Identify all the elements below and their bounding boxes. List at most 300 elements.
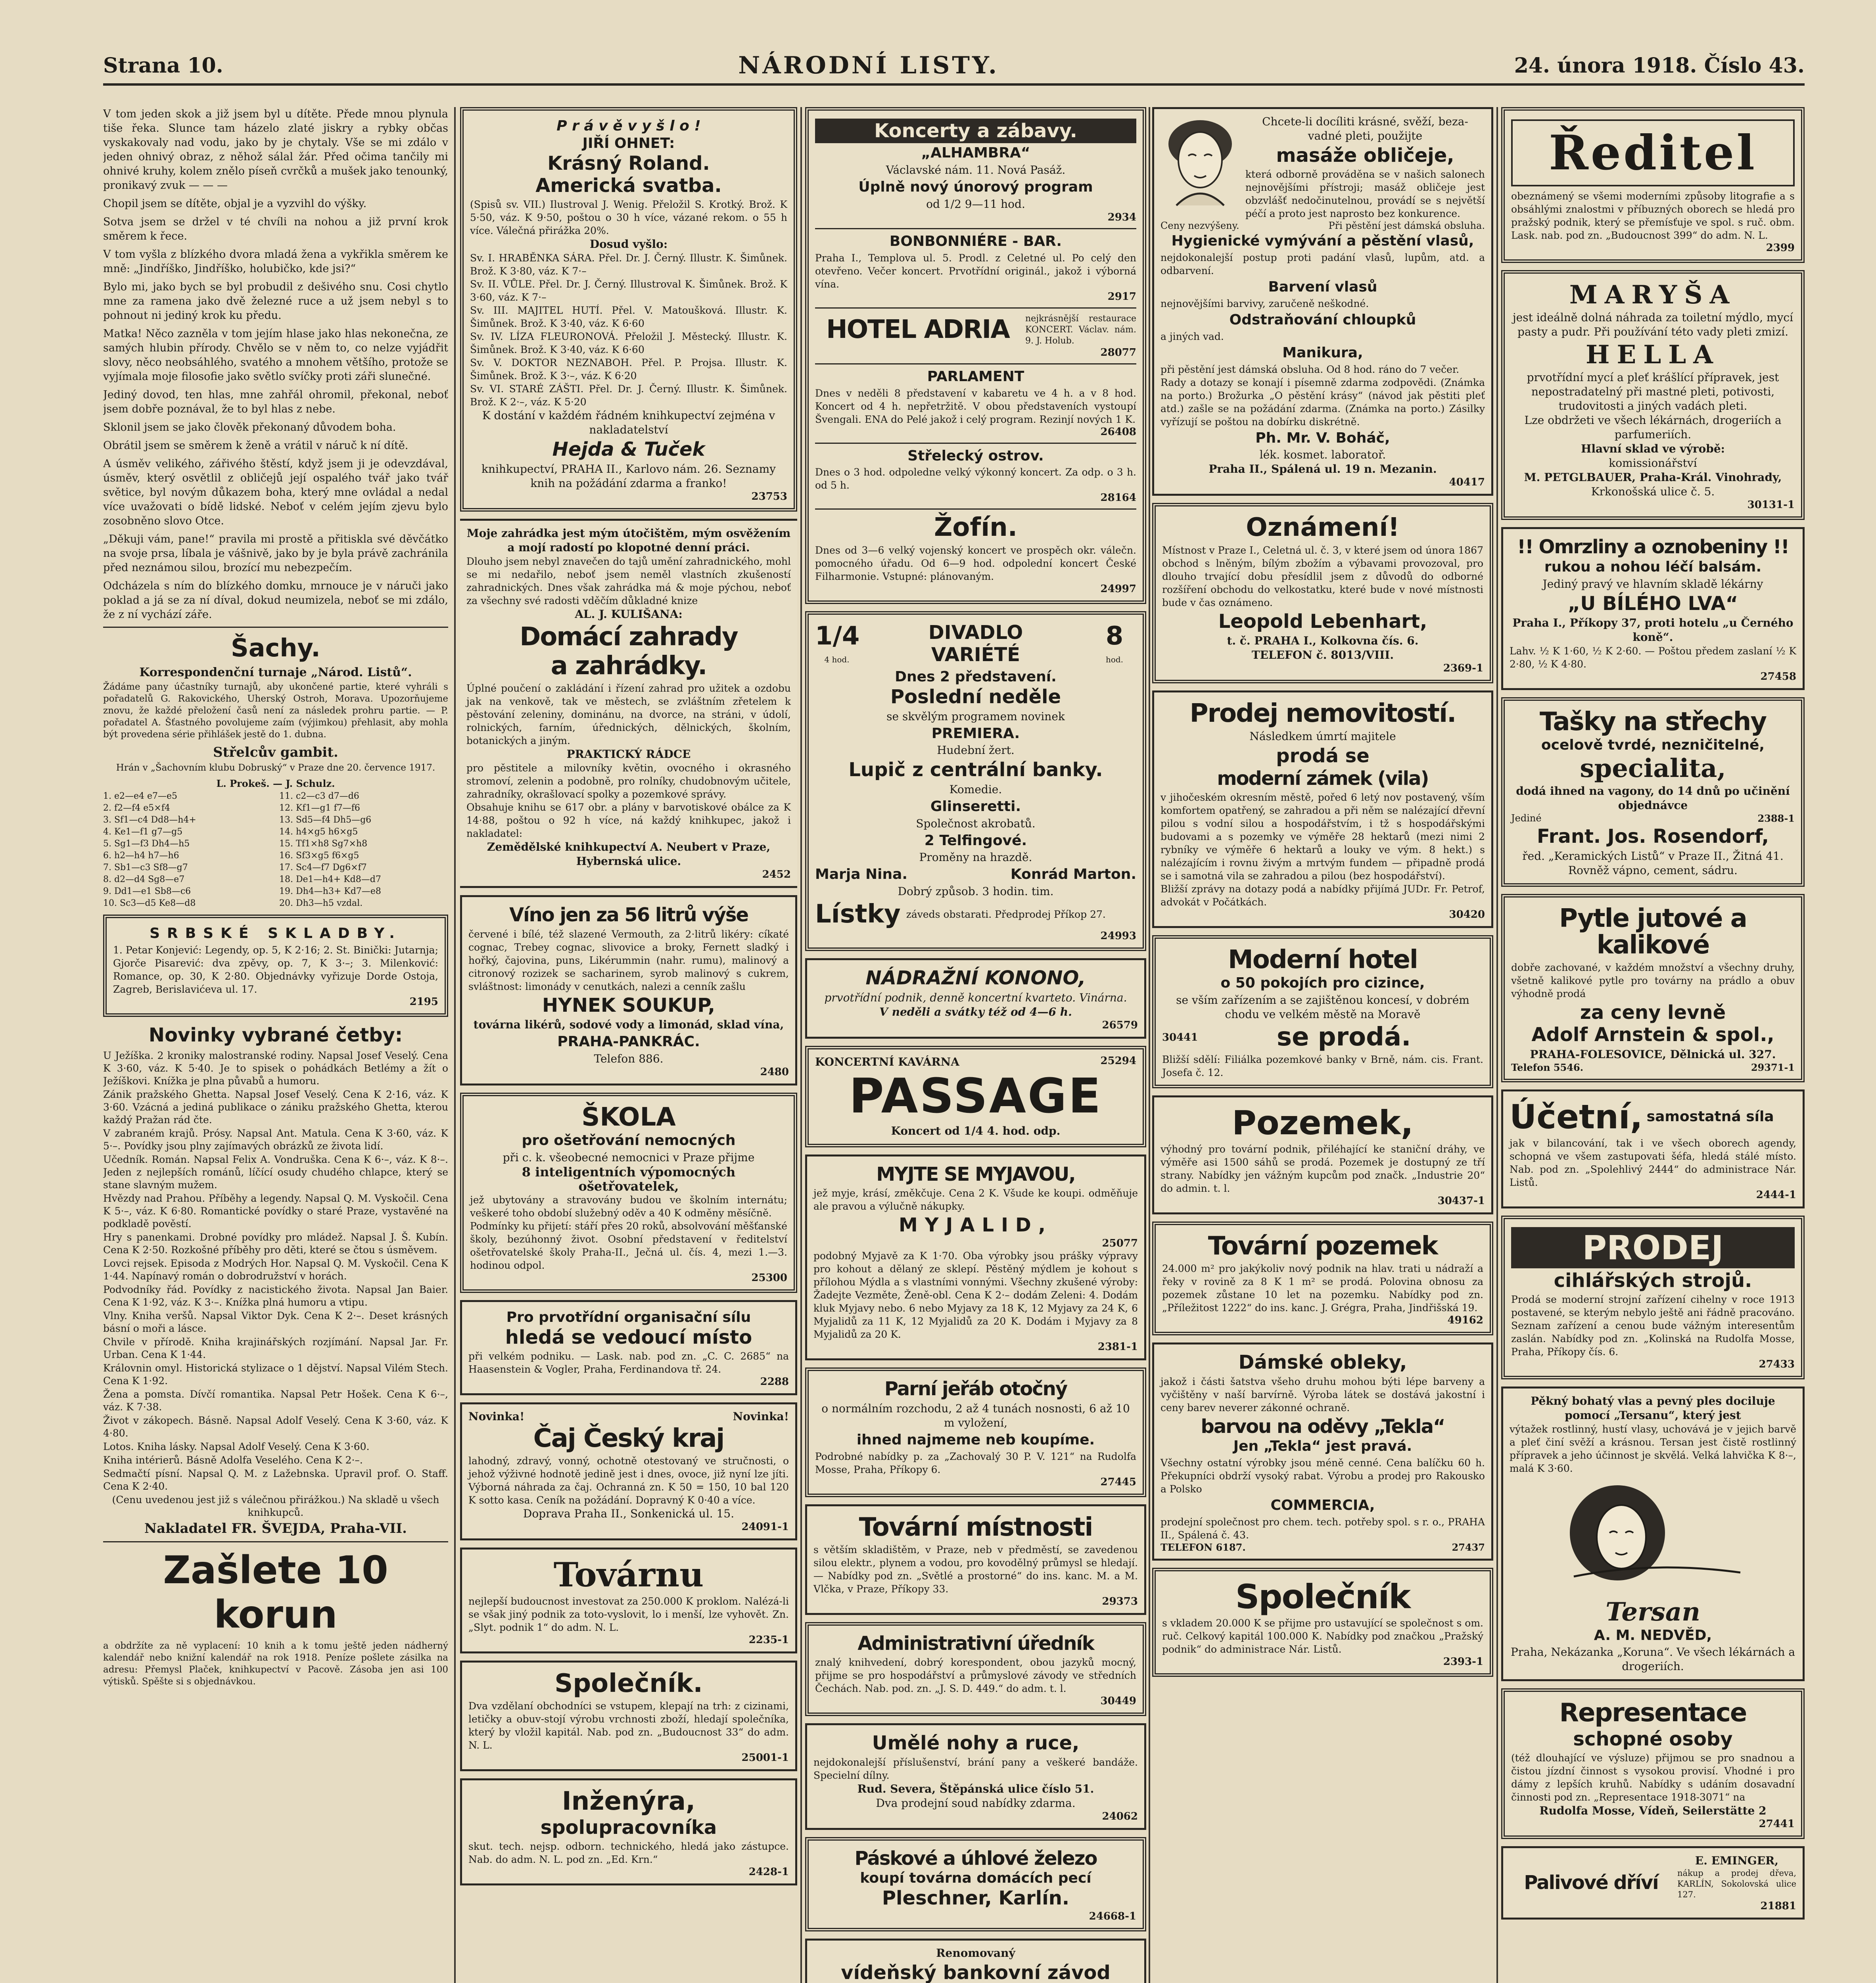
- ad-text: která odborně prováděna se v našich salonech nejnovějšími přístroji; masáž obličeje jest obzvlášť nedočinutelnou, provádí se s největší péčí a proto jest naprosto bez konkurence.: [1245, 169, 1485, 220]
- chess-move: 7. Sb1—c3 Sf8—g7: [103, 863, 188, 873]
- column-rule: [800, 107, 802, 1983]
- ad-text: Podrobné nabídky p. za „Zachovalý 30 P. V. 121“ na Rudolfa Mosse, Praha, Příkopy 6.: [815, 1450, 1136, 1475]
- ad-text: koupí továrna domácích pecí: [860, 1870, 1091, 1887]
- venue-address: Václavské nám. 11. Nová Pasáž.: [886, 163, 1066, 177]
- ad-headline: Tašky na střechy: [1539, 707, 1767, 736]
- ad-number: 23753: [751, 490, 787, 502]
- story: [103, 107, 448, 622]
- ad-headline: DIVADLO: [928, 621, 1023, 644]
- book-item: Královnin omyl. Historická stylizace o 1 dějství. Napsal Vilém Stech. Cena K 1·92.: [103, 1362, 448, 1387]
- ad-text: Lze obdržeti ve všech lékárnách, drogeriích a parfumeriích.: [1524, 414, 1782, 441]
- ad-address: Praha I., Příkopy 37, proti hotelu „u Černého koně“.: [1512, 616, 1794, 644]
- chess-moves: [103, 791, 448, 909]
- ad-headline: prodá se: [1276, 745, 1370, 767]
- column-2: [460, 107, 797, 1983]
- book-volume: Sv. V. DOKTOR NEZNABOH. Přel. P. Projsa. Illustr. K. Šimůnek. Brož. K 3·–, váz. K 6·20: [470, 357, 787, 382]
- ad-kicker: Moje zahrádka jest mým útočištěm, mým osvěžením a mojí radostí po klopotné denní práci.: [466, 526, 791, 554]
- ad-headline: Továrnu: [553, 1555, 704, 1595]
- time-number: 1/4: [815, 621, 860, 651]
- ad-partner-wanted: [1152, 1568, 1493, 1677]
- book-volume: Sv. III. MAJITEL HUTÍ. Přel. V. Matoušková. Illustr. K. Šimůnek. Brož. K 3·40, váz. K 6·60: [470, 305, 787, 330]
- book-item: Lotos. Kniha lásky. Napsal Adolf Veselý. Cena K 3·60.: [103, 1440, 370, 1452]
- ad-headline: vídeňský bankovní závod: [841, 1962, 1111, 1983]
- time-number: 8: [1105, 621, 1124, 651]
- ad-headline: Dámské obleky,: [1238, 1351, 1407, 1374]
- ad-number: 25001-1: [741, 1752, 789, 1764]
- chess-move: 8. d2—d4 Sg8—e7: [103, 875, 185, 884]
- ad-representatives: [1501, 1688, 1805, 1839]
- ad-number: 21881: [1760, 1900, 1796, 1912]
- ad-text: Koncert od 1/4 4. hod. odp.: [891, 1124, 1061, 1137]
- ad-text: v jihočeském okresním městě, pořed 6 letý nov postavený, vším komfortem opatřený, se zahradou a při něm se nalézající dřevní pilou s vodní silou a hospodářstvím, i tž s hospodářskými budovami a s pozemky ve výměře 28 hektarů (mezi nimi 2 rybníky ve výměře 6 hektarů a louky ve vým. 8 hekt.) s nalézajícím i rovnu živým a mrtvým fundem — připadně prodá se i samotná vila se zahradou a pilou (bez hospodářství).: [1161, 791, 1485, 882]
- woman-portrait-illustration: [1161, 116, 1240, 207]
- ad-face-massage: [1152, 107, 1493, 496]
- ad-headline: Účetní,: [1510, 1097, 1643, 1136]
- ad-kicker: Chcete-li docíliti krásné, svěží, beza-vadné pleti, použijte: [1262, 115, 1468, 142]
- ad-headline: Oznámení!: [1246, 513, 1400, 543]
- ad-text: Podmínky ku přijetí: stáří přes 20 roků, absolvování měšťanské školy, bezúhonný život. Osobní představení v ředitelství ošetřovatelské školy Praha-II., Ječná ul. čís. 4, mezi 1.—3. hodinou odpol.: [470, 1220, 787, 1271]
- ad-brick-machines: [1501, 1216, 1805, 1380]
- ad-subhead: samostatná síla: [1646, 1108, 1774, 1125]
- ad-firm: Zemědělské knihkupectví A. Neubert v Praze, Hybernská ulice.: [487, 840, 771, 868]
- ad-author: AL. J. KULIŠANA:: [575, 607, 683, 621]
- book-item: Chvile v přírodě. Kniha krajinářských rozjímání. Napsal Jar. Fr. Urban. Cena K 1·44.: [103, 1336, 448, 1360]
- chess-move: 12. Kf1—g1 f7—f6: [279, 803, 360, 813]
- chess-move: 17. Sc4—f7 Dg6×f7: [279, 863, 367, 873]
- ad-frostbite: [1501, 527, 1805, 690]
- variete-line: se skvělým programem novinek: [886, 710, 1065, 723]
- ad-text: jež myje, krásí, změkčuje. Cena 2 K. Všude ke koupi. odměňuje ale pravou a výlučně nákupky.: [813, 1187, 1138, 1212]
- chess-move: 9. Dd1—e1 Sb8—c6: [103, 886, 191, 896]
- ad-headline: Společník: [1235, 1577, 1410, 1616]
- ad-firm: Frant. Jos. Rosendorf,: [1537, 825, 1769, 848]
- performer: Marja Nina.: [815, 866, 908, 883]
- ad-number: 2917: [1107, 290, 1136, 303]
- ad-firm: M. PETGLBAUER, Praha-Král. Vinohrady,: [1524, 471, 1782, 484]
- variete-head: [815, 620, 1136, 667]
- headline-frame: [1511, 119, 1795, 186]
- chess-move: 3. Sf1—c4 Dd8—h4+: [103, 815, 196, 825]
- ad-text: dobře zachované, v každém množství a všechny druhy, všetně kalikové pytle pro továrny na prádlo a obuv výhodně prodá: [1511, 961, 1795, 999]
- column-1: [103, 107, 448, 1983]
- ad-text: nejlepší budoucnost investovat za 250.000 K proklom. Nalézá-li se však jiný podnik za toto-vyslovit, lo i menší, lze vyhovět. Zn. „Slyt. podnik 1“ do adm. N. L.: [468, 1596, 789, 1634]
- ad-prosthetics: [805, 1723, 1146, 1830]
- ad-text: Dva prodejní soud nabídky zdarma.: [876, 1796, 1076, 1810]
- ad-headline: Prodej nemovitostí.: [1189, 698, 1456, 728]
- chess-move: 13. Sd5—f4 Dh5—g6: [279, 815, 372, 825]
- ad-text: prvotřídní podnik, denně koncertní kvarteto. Vinárna.: [824, 991, 1127, 1004]
- venue-strelecky: Střelecký ostrov.: [907, 447, 1044, 464]
- service-title: Barvení vlasů: [1268, 279, 1377, 295]
- venue-name: HOTEL ADRIA: [826, 315, 1009, 345]
- ad-text: obeznámený se všemi moderními způsoby litografie a s obsáhlými znalostmi v příbuzných oborech se hledá pro pražský podnik, který se přemísťuje ve spol. s ruč. obm. Lask. nab. pod zn. „Budoucnost 399“ do adm. N. L.: [1511, 190, 1795, 241]
- variete-note: Proměny na hrazdě.: [919, 851, 1032, 864]
- ad-headline: Tovární místnosti: [859, 1512, 1093, 1542]
- ad-number: 29373: [1102, 1595, 1138, 1607]
- ad-address: Praha, Nekázanka „Koruna“. Ve všech lékárnách a drogeriích.: [1510, 1645, 1795, 1673]
- ad-director: [1501, 107, 1805, 263]
- story-paragraph: Jediný dovod, ten hlas, mne zahřál ohromil, překonal, neboť jsem dobře poznával, že to byl hlas z nebe.: [103, 389, 448, 415]
- ad-firm: HYNEK SOUKUP,: [542, 994, 715, 1016]
- chess-move: 14. h4×g5 h6×g5: [279, 827, 358, 837]
- ad-subhead: Jen „Tekla“ jest pravá.: [1233, 1438, 1412, 1455]
- divider: [815, 363, 1136, 364]
- ad-kicker: P r á v ě v y š l o !: [556, 118, 701, 134]
- ad-text: nákup a prodej dřeva, KARLÍN, Sokolovská ulice 127.: [1677, 1868, 1796, 1899]
- ad-headline: PRODEJ: [1511, 1227, 1795, 1268]
- divider: [815, 307, 1136, 309]
- book-item: Hvězdy nad Prahou. Příběhy a legendy. Napsal Q. M. Vyskočil. Cena K 5·–, váz. K 6·80. Romantické povídky o staré Praze, vystavěné na podkladě pověstí.: [103, 1192, 448, 1229]
- hotel-sale: [1162, 1022, 1483, 1053]
- variete-item: Lupič z centrální banky.: [848, 759, 1103, 781]
- ad-number: 27437: [1452, 1541, 1485, 1553]
- ad-number: 2393-1: [1443, 1656, 1483, 1668]
- ad-headline: a zahrádky.: [551, 651, 707, 681]
- service-text: a jiných vad.: [1161, 330, 1224, 342]
- ad-number: 40417: [1449, 476, 1485, 489]
- ad-variete: [805, 611, 1146, 951]
- chess-players: L. Prokeš. — J. Schulz.: [216, 778, 335, 789]
- ad-kicker: Renomovaný: [936, 1947, 1015, 1960]
- venue-text: Dnes o 3 hod. odpoledne velký výkonný koncert. Za odp. o 3 h. od 5 h.: [815, 466, 1136, 491]
- ad-gardens: [460, 519, 797, 888]
- ad-text: dodá ihned na vagony, do 14 dnů po učinění objednávce: [1516, 784, 1790, 812]
- ad-city: PRAHA-PANKRÁC.: [557, 1033, 700, 1050]
- ad-text: lék. kosmet. laboratoř.: [1259, 448, 1386, 462]
- service-text: nejnovějšími barvivy, zaručeně neškodné.: [1161, 297, 1369, 309]
- ad-text: (též dlouhající ve výsluze) přijmou se pro snadnou a čistou jízdní činnost s vysokou provisí. Vhodné i pro dámy z lepších kruhů. Nabídky s udáním dosavadní činnosti pod zn. „Representace 1918-3071“ na: [1511, 1752, 1795, 1803]
- ad-wine: [460, 895, 797, 1085]
- ad-headline: Společník.: [554, 1669, 703, 1699]
- story-paragraph: Bylo mi, jako bych se byl probudil z dešivého snu. Cosi chytlo mne za ramena jako dvě železné ruce a už jsem nebyl s to pohnout ni jediný krok ku předu.: [103, 281, 448, 322]
- issue-date: 24. února 1918. Číslo 43.: [1514, 53, 1805, 78]
- ad-firm: Pleschner, Karlín.: [882, 1887, 1070, 1909]
- chess-move: 20. Dh3—h5 vzdal.: [279, 898, 363, 908]
- books-section: [103, 1024, 448, 1536]
- story-paragraph: Odcházela s ním do blízkého domku, mrnouce je v náruči jako poklad a já se za ní díval, dokud neumizela, neboť se mi zdálo, že z ní vychází záře.: [103, 580, 448, 621]
- ad-number: 2381-1: [1097, 1341, 1138, 1353]
- ad-tekla-dye: [1152, 1342, 1493, 1560]
- ad-phone: TELEFON č. 8013/VIII.: [1251, 648, 1394, 662]
- ad-text: Místnost v Praze I., Celetná ul. č. 3, v které jsem od února 1867 obchod s lněným, bílým zbožím a výbavami provozoval, pro dlouho trvající dobu přesídlil jsem z důvodů do odborné rozšíření obchodu do velkostatku, které bude v nové místnosti bude v čas oznámeno.: [1162, 544, 1483, 608]
- story-paragraph: A úsměv velikého, zářivého štěstí, když jsem ji je odevzdával, úsměv, který osvětlil z obličejů její ospalého tvář jako tvář světice, byl novým důkazem boha, který mne ovládal a nedal více uvažovati o bídě lidské. Neboť v celém jejím zjevu bylo zosobněno slovo Otce.: [103, 458, 448, 527]
- venue-zofin: Žofín.: [934, 513, 1018, 543]
- ad-subhead: rukou a nohou léčí balsám.: [1544, 558, 1762, 575]
- ad-firm: Adolf Arnstein & spol.,: [1531, 1024, 1774, 1046]
- ad-text: Prodá se moderní strojní zařízení cihelny v roce 1913 postavené, se kterým nebylo ještě ani řádně pracováno. Seznam zařízení a cenou bude vážným interesentům zaslán. Nabídky pod zn. „Kolinská na Rudolfa Mosse, Praha, Příkopy čís. 6.: [1511, 1294, 1795, 1358]
- ad-phone: Telefon 5546.: [1511, 1061, 1584, 1073]
- story-paragraph: Obrátil jsem se směrem k ženě a vrátil v náruč k ní dítě.: [103, 439, 409, 452]
- variete-item: 2 Telfingové.: [924, 832, 1027, 849]
- venue-text: Dnes od 3—6 velký vojenský koncert ve prospěch okr. válečn. pomocného úřadu. Od 6—9 hod. odpolední koncert České Filharmonie. Vstupné: plánovaným.: [815, 544, 1136, 582]
- column-5: [1501, 107, 1805, 1983]
- column-4: [1152, 107, 1493, 1983]
- ad-text: a obdržíte za ně vyplacení: 10 knih a k tomu ještě jeden nádherný kalendář nebo knižní kalendář na rok 1918. Peníze pošlete zásilka na adresu: Přemysl Plaček, knihkupectví v Pacově. Zásoba jen asi 100 výtisků. Spěšte si s objednávkou.: [103, 1640, 448, 1687]
- ad-subhead: PRAKTICKÝ RÁDCE: [566, 748, 691, 761]
- ad-text: Rady a dotazy se konají i písemně zdarma zodpovědi. (Známka na porto.) Brožurka „O pěstění krásy“ (návod jak pěstiti pleť atd.) zašle se na požádání zdarma. (Známka na porto.) Zásilky vyřízují se poštou na dobírku diskrétně.: [1161, 376, 1485, 428]
- ad-text: podobný Myjavě za K 1·70. Oba výrobky jsou prášky výpravy pro kohout a dělaný ze sklepí. Pěstěný mýdlem je kohout s přílohou Mýdla a s vlastními vonnými. Všechny zkušené výroby: Žadejte Vezměte, Ženě-obl. Cena K 2·– dodám Zeleni: 4. Dodám kluk Myjavy nebo. 6 nebo Myjavy za 18 K, 12 Myjavy za 24 K, 6 Myjalidů za 11 K, 12 Myjalidů za 20 K. Dodám i Myjavy za 8 Myjalidů za 20 K.: [813, 1250, 1138, 1341]
- ad-text: prvotřídní mycí a pleť krášlící přípravek, jest nepostradatelný při mastné pleti, potivosti, trudovitosti a jiných vadách pleti.: [1527, 371, 1779, 413]
- story-paragraph: Sotva jsem se držel v té chvíli na nohou a již první krok směrem k řece.: [103, 216, 448, 242]
- chess-intro: Žádáme pany účastníky turnajů, aby ukončené partie, které vyhráli s pořadatelů G. Rakovického, Uherský Ostroh, Morava. Upozorňujeme znovu, že každé přeložení časů není za následek prohru partie. — P. pořadatel A. Šťastného povolujeme zaím (výjimkou) přehlasit, aby mohla být provedena série přihlášek jestě do 1. dubna.: [103, 682, 448, 740]
- chess-move: 5. Sg1—f3 Dh4—h5: [103, 839, 190, 849]
- ad-text: 24.000 m² pro jakýkoliv nový podnik na hlav. trati u nádraží a řeky v rovině za 8 K 1 m² se prodá. Polovina obnosu za pozemek zůstane 10 let na pozemku. Nabídky pod zn. „Příležitost 1222“ do ins. kanc. J. Grégra, Praha, Jindřišská 19.: [1162, 1263, 1483, 1314]
- ad-headline: Zašlete 10 korun: [163, 1548, 388, 1637]
- ad-factory-wanted: [460, 1548, 797, 1653]
- ad-text: skut. tech. nejsp. odborn. technického, hledá jako zástupce. Nab. do adm. N. L. pod zn. „Ed. Krn.“: [468, 1841, 789, 1866]
- ad-station-cafe: [805, 958, 1146, 1038]
- ad-text: 1. Petar Konjević: Legendy, op. 5, K 2·16; 2. St. Binički: Jutarnja; Gjorče Pisarević: dva zpěvy, op. 7, K 3·–; 3. Milenković: Romance, op. 30, K 2·80. Objednávky vyřizuje Dorde Ostoja, Zagreb, Berislavićeva ul. 17.: [113, 944, 438, 995]
- ad-headline: barvou na oděvy „Tekla“: [1201, 1415, 1445, 1438]
- ad-number: 29371-1: [1751, 1061, 1795, 1073]
- service-title: Manikura,: [1282, 344, 1363, 361]
- book-item: Lovci rejsek. Episoda z Modrých Hor. Napsal Q. M. Vyskočil. Cena K 1·44. Napínavý román o dobrodružství v horách.: [103, 1257, 448, 1282]
- chess-move: 18. De1—h4+ Kd8—d7: [279, 875, 381, 884]
- variete-item: Glinseretti.: [930, 798, 1021, 815]
- ad-steam-crane: [805, 1367, 1146, 1497]
- ad-iron: [805, 1837, 1146, 1932]
- ad-text: nejdokonalejší příslušenství, brání pany a veškeré bandáže. Specielní dílny.: [813, 1756, 1138, 1781]
- ad-text: ihned najmeme neb koupíme.: [856, 1431, 1095, 1448]
- ad-number: 25077: [1102, 1237, 1138, 1250]
- story-paragraph: V tom jeden skok a již jsem byl u dítěte. Přede mnou plynula tiše řeka. Slunce tam házelo zlaté jiskry a rybky občas vyskakovaly nad vodu, jako by je chytaly. Vše se mi zdálo v jeden ohnivý obraz, z něhož sálal žár. Před očima tančily mi ohnivé kruhy, kolem znělo píseň cvrčků a mušek jako tenounký, pronikavý zvuk — — —: [103, 108, 448, 192]
- chess-move: 4. Ke1—f1 g7—g5: [103, 827, 183, 837]
- ad-text: Dva vzdělaní obchodníci se vstupem, klepají na trh: z cizinami, letičky a obuv-stojí výrobu vrchnosti zboží, hledají společníka, který by vložil kapitál. Nab. pod zn. „Budoucnost 33“ do adm. N. L.: [468, 1700, 789, 1751]
- book-volume: Sv. II. VŮLE. Přel. Dr. J. Černý. Illustroval K. Šimůnek. Brož. K 3·60, váz. K 7·–: [470, 278, 787, 303]
- venue-parliament: PARLAMENT: [927, 368, 1024, 385]
- ad-text: Všechny ostatní výrobky jsou méně cenné. Cena balíčku 60 h. Překupníci obdrží vysoký rabat. Výrobu a prodej pro Rakousko a Polsko: [1161, 1457, 1485, 1495]
- ad-subhead: za ceny levně: [1580, 1001, 1726, 1024]
- ad-headline: Víno jen za 56 litrů výše: [509, 904, 748, 926]
- ad-number: 30437-1: [1437, 1195, 1485, 1207]
- ad-number: 2388-1: [1757, 813, 1795, 825]
- chess-move: 16. Sf3×g5 f6×g5: [279, 851, 359, 861]
- ad-text: pro pěstitele a milovníky květin, ovocného i okrasného stromoví, zelenin a podobně, pro rolníky, chudobnovým učitele, zahradníky, okrašlovací spolky a pozemkové správy.: [466, 762, 791, 800]
- chess-move: 2. f2—f4 e5×f4: [103, 803, 170, 813]
- ad-tea: [460, 1402, 797, 1540]
- caption: Při pěstění jest dámská obsluha.: [1328, 220, 1485, 232]
- ad-number: 26408: [1100, 426, 1136, 438]
- ad-text: jest ideálně dolná náhrada za toiletní mýdlo, mycí pasty a pudr. Při používání této vady pleti zmizí.: [1512, 311, 1794, 339]
- book-item: Hry s panenkami. Drobné povídky pro mládež. Napsal J. Š. Kubín. Cena K 2·50. Rozkošné příběhy pro děti, které se čtou s úsměvem.: [103, 1231, 448, 1256]
- chess-move: 11. c2—c3 d7—d6: [279, 791, 359, 801]
- ad-text: jak v bilancování, tak i ve všech oborech agendy, schopná ve všem zastupovati šéfa, hledá stálé místo. Nab. pod zn. „Spolehlivý 2444“ do administrace Nár. Listů.: [1510, 1137, 1796, 1188]
- service-title: Hygienické vymývání a pěstění vlasů,: [1171, 233, 1474, 249]
- venue-text: Dnes v neděli 8 představení v kabaretu ve 4 h. a v 8 hod. Koncert od 4 h. nepřetržitě. V obou představeních vystoupí Švengali. ENA do Pelé jakož i celý program. Rezinjí nových 1 K.: [815, 387, 1136, 425]
- ad-text: komissionářství: [1609, 456, 1697, 470]
- ad-tersan: [1501, 1387, 1805, 1681]
- ad-headline: Palivové dříví: [1524, 1872, 1658, 1894]
- ad-headline: MYJTE SE MYJAVOU,: [876, 1163, 1075, 1185]
- ad-firm-block: [1677, 1854, 1796, 1912]
- ad-number: 2369-1: [1443, 662, 1483, 674]
- ad-number: 25300: [751, 1271, 787, 1284]
- ad-firm: Leopold Lebenhart,: [1218, 610, 1427, 633]
- chess-title: Šachy.: [231, 633, 320, 662]
- ad-text: výtažek rostlinný, hustí vlasy, uchovává je v jejich barvě a pleť činí svěží a krásnou. Tersan jest čistě rostlinný přípravek a jeho účinnost je skvělá. Velká lahvička K 8·–, malá K 3·60.: [1510, 1423, 1796, 1475]
- ad-factory-land: [1152, 1222, 1493, 1335]
- chess-move: 19. Dh4—h3+ Kd7—e8: [279, 886, 381, 896]
- ad-ohnet-books: [460, 107, 797, 512]
- variete-line: Poslední neděle: [890, 686, 1061, 708]
- ad-number: 2934: [1107, 211, 1136, 223]
- ad-price: Lahv. ½ K 1·60, ½ K 2·60. — Poštou předem zaslaní ½ K 2·80, ½ K 4·80.: [1510, 645, 1796, 670]
- ad-headline: Parní jeřáb otočný: [884, 1378, 1067, 1400]
- page-header: [103, 48, 1805, 86]
- ad-number: 2195: [409, 995, 438, 1008]
- ad-firm: Rudolfa Mosse, Vídeň, Seilerstätte 2: [1539, 1804, 1767, 1817]
- ad-headline: Pro prvotřídní organisační sílu: [506, 1309, 751, 1325]
- tickets-label: Lístky: [815, 899, 901, 929]
- ad-headline: PASSAGE: [849, 1068, 1103, 1124]
- woman-with-hair-illustration: [1550, 1477, 1756, 1596]
- ad-headline: Páskové a úhlové železo: [854, 1847, 1097, 1870]
- ad-text: při c. k. všeobecné nemocnici v Praze přijme: [503, 1151, 755, 1164]
- venue-adria: [815, 313, 1136, 347]
- ad-engineer: [460, 1778, 797, 1885]
- variete-note: Společnost akrobatů.: [916, 817, 1036, 830]
- venue-text: Praha I., Templova ul. 5. Prodl. z Celetné ul. Po celý den otevřeno. Večer koncert. Prvotřídní originál., jakož i výborná vína.: [815, 252, 1136, 290]
- ad-text: Obsahuje knihu se 617 obr. a plány v barvotiskové obálce za K 14·88, poštou o 92 h více, ná každý knihkupec, jakož i nakladatel:: [466, 802, 791, 840]
- ad-firm: COMMERCIA,: [1270, 1497, 1375, 1514]
- book-item: U Ježíška. 2 kroniky malostranské rodiny. Napsal Josef Veselý. Cena K 3·60, váz. K 5·40. Je to spisek o pohádkách Betlémy a žít o Ježíškovi. Knížka je plna půvabů a humoru.: [103, 1049, 448, 1087]
- story-paragraph: Matka! Něco zazněla v tom jejím hlase jako hlas nekonečna, ze samých hlubin přírody. Chvělo se v něm to, co nelze vyjádřit slovy, něco neobsáhlého, svatého a mnohem většího, protože se vyjímala moje filosofie jako světlo svíčky proti záři slunečné.: [103, 328, 448, 383]
- book-volume: Sv. IV. LÍZA FLEURONOVÁ. Přeložil J. Městecký. Illustr. K. Šimůnek. Brož. K 3·40, váz. K 6·60: [470, 331, 787, 356]
- ad-text: lahodný, zdravý, vonný, ochotně otestovaný ve stručnosti, o jehož výživné hodnotě jedině jest i dnes, ovoce, již nyní lze jíti. Výborná náhrada za čaj. Ochranná zn. K 50 = 150, 10 bal 120 K sotto kasa. Ceník na požádání. Dopravný K 0·40 a více.: [468, 1455, 789, 1506]
- venue-text: nejkrásnější restaurace KONCERT. Václav. nám. 9. J. Holub.: [1025, 313, 1136, 346]
- ad-text: červené i bílé, též slazené Vermouth, za 2·litrů likéry: cíkaté cognac, Trebey cognac, slivovice a broky, Fernett sladký i hořký, čajovina, puns, Likérummin (nahr. rumu), malinový a citronový rozizek se sacharinem, syrob malinový s cukrem, svláštnost: limonády v cenutkách, nalezi a cenník zašlu: [468, 928, 789, 992]
- column-rule: [1496, 107, 1498, 1983]
- ad-phone: Telefon 886.: [594, 1052, 664, 1065]
- time-label: hod.: [1105, 654, 1124, 664]
- variete-time-left: [815, 621, 859, 666]
- story-paragraph: „Děkuji vám, pane!“ pravila mi prostě a přitiskla své děvčátko na svoje prsa, líbala je vášnivě, jako by je byla právě zachránila před neznámou silou, brozící mu nebezpečím.: [103, 533, 448, 574]
- ad-text: při velkém podniku. — Lask. nab. pod zn. „C. C. 2685“ na Haasenstein & Vogler, Praha, Ferdinandova tř. 24.: [468, 1350, 789, 1375]
- ad-nursing-school: [460, 1093, 797, 1293]
- ad-footer: [1161, 1542, 1485, 1553]
- concerts-title: Koncerty a zábavy.: [815, 119, 1136, 143]
- chess-subtitle: Korrespondenční turnaje „Národ. Listů“.: [139, 665, 412, 679]
- ad-subhead: ocelově tvrdé, nezničitelné,: [1541, 737, 1765, 754]
- ad-headline: hledá se vedoucí místo: [505, 1326, 752, 1348]
- tickets-note: záveds obstarati. Předprodej Příkop 27.: [906, 909, 1106, 921]
- ad-text: s vkladem 20.000 K se přijme pro ustavující se společnost s om. ruč. Celkový kapitál 100.000 K. Nabídky pod značkou „Pražský podnik“ do administrace Nár. Listů.: [1162, 1617, 1483, 1655]
- ad-firewood: [1501, 1846, 1805, 1920]
- ad-headline: NÁDRAŽNÍ KONONO,: [865, 967, 1086, 990]
- chess-game-title: Střelcův gambit.: [213, 744, 338, 760]
- ad-text: o normálním rozchodu, 2 až 4 tunách nosnosti, 6 až 10 m vyložení,: [821, 1402, 1130, 1429]
- venue-bonbonniere: BONBONNIÉRE - BAR.: [889, 233, 1062, 249]
- massage-captions: [1161, 220, 1485, 231]
- ad-number: 49162: [1447, 1314, 1483, 1327]
- ad-footer: [1511, 1062, 1795, 1073]
- ad-text: řed. „Keramických Listů“ v Praze II., Žitná 41. Rovněž vápno, cement, sádru.: [1522, 849, 1784, 877]
- ad-address: Krkonošská ulice č. 5.: [1591, 485, 1715, 499]
- ad-headline: schopné osoby: [1573, 1728, 1733, 1750]
- venue-time: od 1/2 9—11 hod.: [926, 197, 1025, 211]
- ad-headline: Tovární pozemek: [1208, 1231, 1438, 1261]
- variete-title: [859, 620, 1093, 667]
- venue-program: Úplně nový únorový program: [858, 179, 1093, 196]
- ad-brand: Tersan: [1606, 1597, 1700, 1627]
- ad-address: knihkupectví, PRAHA II., Karlovo nám. 26. Seznamy knih na požádání zdarma a franko!: [481, 462, 776, 490]
- ad-text: Bližší sdělí: Filiálka pozemkové banky v Brně, nám. cis. Frant. Josefa č. 12.: [1162, 1054, 1483, 1079]
- story-paragraph: Chopil jsem se dítěte, objal je a vyzvihl do výšky.: [103, 198, 367, 210]
- ad-number: 27445: [1100, 1476, 1136, 1488]
- ad-kicker: Pěkný bohatý vlas a pevný ples dociluje pomocí „Tersanu“, který jest: [1531, 1394, 1775, 1422]
- chess-move: 10. Sc3—d5 Ke8—d8: [103, 898, 196, 908]
- ad-number: 24993: [1100, 930, 1136, 942]
- book-item: Vlny. Kniha veršů. Napsal Viktor Dyk. Cena K 2·–. Deset krásných básní o moři a lásce.: [103, 1310, 448, 1334]
- ad-number: 30441: [1162, 1031, 1198, 1043]
- ad-text: s větším skladištěm, v Praze, neb v předměstí, se zavedenou silou elektr., plynem a vodou, pro kovodělný průmysl se hledají. — Nabídky pod zn. „Světlé a prostorné“ do ins. kanc. M. a M. Vlčka, v Praze, Příkopy 33.: [813, 1544, 1138, 1595]
- ad-headline: Krásný Roland.: [547, 152, 710, 175]
- book-item: Kniha intérierů. Básně Adolfa Veselého. Cena K 2·–.: [103, 1454, 363, 1466]
- ad-firm: „U BÍLÉHO LVA“: [1567, 592, 1738, 615]
- ad-myjava: [805, 1155, 1146, 1361]
- ad-text: K dostání v každém řádném knihkupectví zejména v nakladatelství: [482, 409, 775, 437]
- passage-top: [815, 1055, 1136, 1069]
- ad-headline: VARIÉTÉ: [931, 643, 1020, 666]
- book-item: Žena a pomsta. Dívčí romantika. Napsal Petr Hošek. Cena K 6·–, váz. K 7·38.: [103, 1388, 448, 1413]
- book-volume: Sv. I. HRABĚNKA SÁRA. Přel. Dr. J. Černý. Illustr. K. Šimůnek. Brož. K 3·80, váz. K 7·–: [470, 252, 787, 277]
- ad-concerts: [805, 107, 1146, 604]
- ad-headline: Umělé nohy a ruce,: [872, 1732, 1080, 1755]
- ad-headline: MARYŠA: [1569, 280, 1737, 310]
- ad-headline: Administrativní úředník: [857, 1632, 1094, 1655]
- book-item: Podvodníky řád. Povídky z nacistického života. Napsal Jan Baier. Cena K 1·92, váz. K 3·–. Knížka plná humoru a vtipu.: [103, 1283, 448, 1308]
- ad-partner: [460, 1661, 797, 1771]
- books-title: Novinky vybrané četby:: [148, 1024, 403, 1046]
- ad-number: 27433: [1759, 1358, 1795, 1371]
- ad-ten-crowns: [103, 1548, 448, 1688]
- ad-number: 27458: [1760, 670, 1796, 683]
- ad-number: 24091-1: [741, 1521, 789, 1533]
- ad-headline: moderní zámek (vila): [1217, 767, 1429, 790]
- time-label: 4 hod.: [824, 654, 850, 664]
- ad-number: 24062: [1102, 1810, 1138, 1822]
- ad-firm: Ph. Mr. V. Boháč,: [1255, 430, 1390, 446]
- ad-number: 28077: [1100, 346, 1136, 359]
- ad-kicker: Následkem úmrtí majitele: [1249, 730, 1396, 743]
- variete-note: Hudební žert.: [937, 744, 1015, 757]
- ad-accountant: [1501, 1089, 1805, 1208]
- ad-roof-tiles: [1501, 697, 1805, 887]
- novelty-label: Novinka!: [468, 1410, 525, 1423]
- ad-headline: Domácí zahrady: [520, 622, 738, 652]
- chess-move: 6. h2—h4 h7—h6: [103, 851, 179, 861]
- ad-headline: masáže obličeje,: [1276, 144, 1454, 167]
- ad-firm: E. EMINGER,: [1695, 1854, 1779, 1867]
- variete-time-right: [1093, 621, 1136, 666]
- ad-number: 2452: [762, 869, 791, 881]
- ad-text: 8 inteligentních výpomocných ošetřovatelek,: [522, 1164, 736, 1194]
- ad-subhead: spolupracovníka: [540, 1816, 717, 1839]
- ad-number: 28164: [1100, 492, 1136, 504]
- ad-number: 2288: [760, 1375, 789, 1388]
- ad-headline: SRBSKÉ SKLADBY.: [150, 925, 402, 942]
- ad-address: PRAHA-FOLESOVICE, Dělnická ul. 327.: [1530, 1047, 1776, 1061]
- ad-text: výhodný pro tovární podnik, přiléhající ke staniční dráhy, ve výměře asi 1500 sáhů se prodá. Pozemek je dostupný ze tří strany. Nabídky jen vážným kupcům pod značk. „Industrie 20“ do admin. t. l.: [1161, 1143, 1485, 1195]
- ad-text: znalý knihvedení, dobrý korespondent, obou jazyků mocný, přijme se pro hospodářství a průmyslové závody ve středních Čechách. Nab. pod. zn. „J. S. D. 449.“ do adm. t. l.: [815, 1657, 1136, 1695]
- ad-number: 2444-1: [1756, 1189, 1796, 1201]
- ad-subhead: Dosud vyšlo:: [589, 238, 668, 251]
- ad-number: 30420: [1449, 908, 1485, 921]
- roof-firm-row: [1511, 813, 1795, 824]
- ad-text: prodejní společnost pro chem. tech. potřeby spol. s r. o., PRAHA II., Spálená č. 43.: [1161, 1516, 1485, 1541]
- ad-number: 26579: [1102, 1019, 1138, 1031]
- ad-estate-sale: [1152, 690, 1493, 928]
